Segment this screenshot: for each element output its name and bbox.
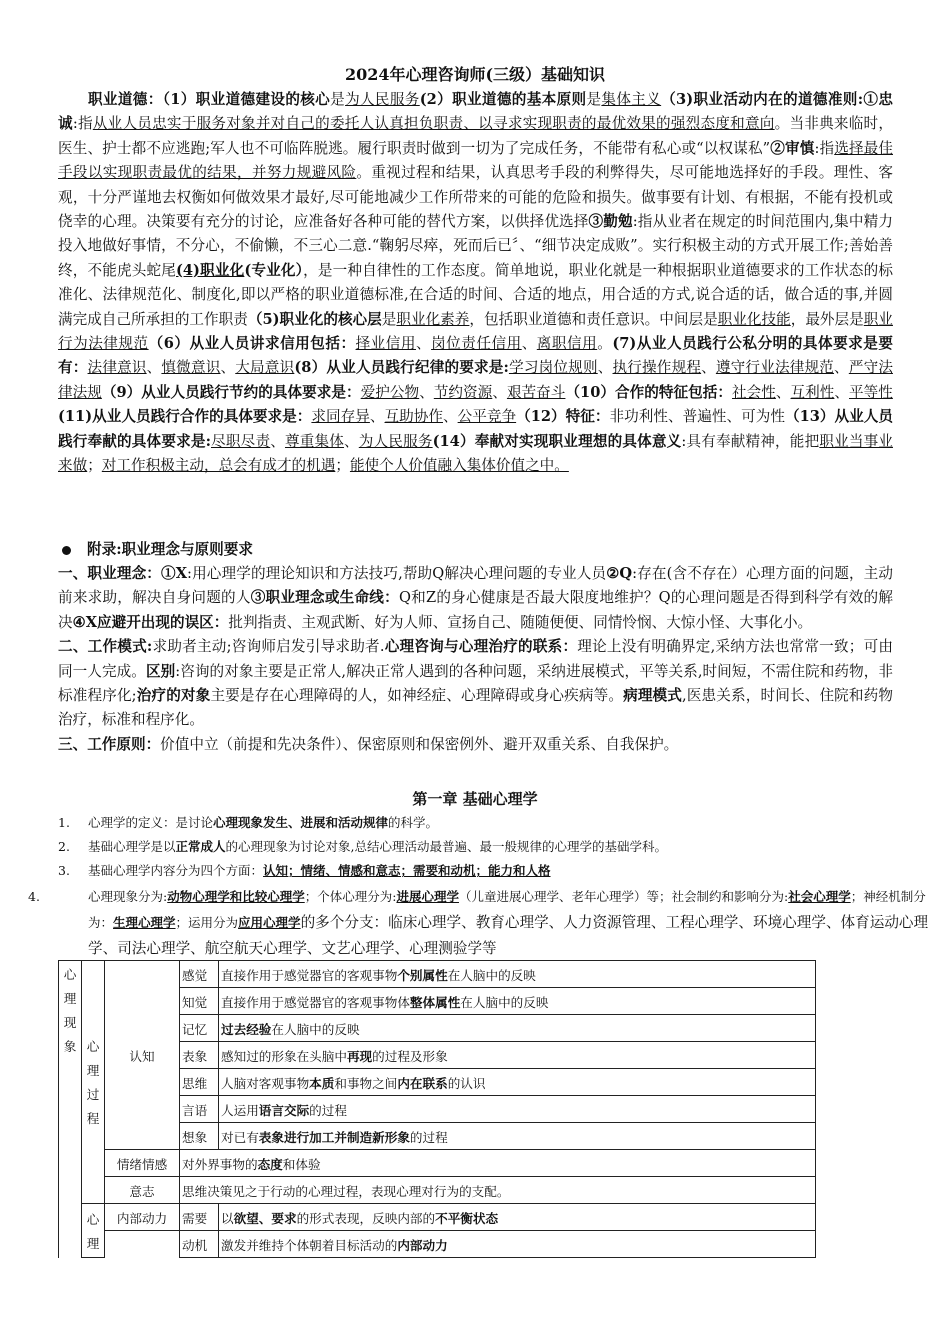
ethics-c3-label: ③勤勉 — [588, 213, 633, 231]
ethics-c1-text: 。当非典来临时，医生、护士都不应逃跑;军人也不可临阵脱逃。履行职责时做到一切为了完成任务，不能带有私心或“以权谋私” — [58, 115, 893, 157]
list-text-end: 的心理现象为讨论对象,总结心理活动最普遍、最一般规律的心理学的基础学科。 — [225, 839, 668, 854]
table-row — [59, 961, 816, 988]
appendix-p1-4: ④X应避开出现的误区： — [72, 613, 229, 631]
col-psych-phenomena: 心 理 现 象 — [59, 961, 82, 1258]
emotion-cell: 情绪情感 — [105, 1150, 180, 1177]
list-item — [58, 858, 908, 884]
ethics-s3-label: （3)职业活动内在的道德准则: — [661, 91, 864, 108]
list-text: ；神经机制分为： — [88, 889, 926, 930]
ethics-s9-label: （9）从业人员践行节约的具体要求是： — [101, 383, 361, 401]
ethics-s6-v1: 择业信用 — [355, 335, 416, 353]
ethics-s2-is: 是 — [586, 91, 602, 108]
ethics-s5-text2: ，最外层是 — [790, 310, 864, 328]
appendix-p1-4-text: 批判指责、主观武断、好为人师、宣扬自己、随随便便、同情怜悯、大惊小怪、大事化小。 — [228, 613, 813, 631]
appendix-p1-3: ③职业理念或生命线： — [250, 589, 399, 607]
list-text: 基础心理学是以 — [88, 839, 176, 854]
ethics-s14-text: :具有奉献精神，能把 — [681, 432, 820, 450]
appendix-heading-text: 附录:职业理念与原则要求 — [87, 541, 253, 558]
appendix-p1-label: 一、职业理念： — [58, 565, 161, 582]
list-text: ；个体心理分为: — [304, 889, 397, 904]
list-bold: 应用心理学 — [238, 915, 301, 930]
term-cell: 知觉 — [180, 988, 219, 1015]
list-item — [28, 884, 938, 962]
ethics-c2-text: 。重视过程和结果，认真思考手段的利弊得失，尽可能地选择好的手段。理性、客观，十分严谨地去权衡如何做效果才最好,尽可能地减少工作所带来的可能的危险和损失。做事要有计划、有根据，不能有投机或侥幸的心理。决策要有充分的讨论，应准备好各种可能的替代方案，以供择优选择 — [58, 164, 893, 231]
ethics-s7-v3: 大局意识 — [235, 359, 295, 377]
appendix-p3-text: 价值中立（前提和先决条件）、保密原则和保密例外、避开双重关系、自我保护。 — [160, 735, 679, 753]
appendix-p1-q: ②Q — [606, 565, 633, 582]
ethics-s8-v4: 严守法律法规 — [58, 359, 893, 401]
ethics-c2-pre: :指 — [814, 139, 835, 157]
list-number: 3. — [58, 863, 70, 878]
definition-cell: 直接作用于感觉器官的客观事物个别属性在人脑中的反映 — [219, 961, 816, 988]
ethics-c2-definition: 选择最佳手段以实现职责最优的结果，并努力规避风险 — [58, 139, 893, 182]
ethics-s13-label: （13）从业人员践行奉献的具体要求是: — [58, 408, 893, 450]
list-bold: 动物心理学和比较心理学 — [167, 889, 305, 904]
table-row — [59, 1204, 816, 1231]
psychology-table — [58, 960, 816, 1258]
ethics-s7-v1: 法律意识 — [87, 359, 147, 377]
list-bold: 进展心理学 — [396, 889, 459, 904]
ethics-s9-v2: 节约资源 — [433, 383, 493, 401]
list-item — [58, 810, 908, 836]
list-number: 4. — [28, 889, 40, 904]
ethics-s5-is: 是 — [381, 310, 397, 328]
ethics-s14-v1: 职业当事业来做 — [58, 432, 893, 475]
ethics-lead: 职业道德： — [88, 91, 163, 108]
definition-cell: 过去经验在人脑中的反映 — [219, 1015, 816, 1042]
term-cell: 想象 — [180, 1123, 219, 1150]
ethics-s11-v2: 互助协作 — [384, 408, 443, 426]
ethics-s11-label: (11)从业人员践行合作的具体要求是： — [58, 408, 312, 426]
table-row — [59, 1177, 816, 1204]
list-item — [58, 834, 908, 860]
appendix-p1-3-text: Q和Z的身心健康是否最大限度地维护？Q的心理问题是否得到科学有效的解决 — [58, 589, 893, 631]
list-text-end: 的多个分支：临床心理学、教育心理学、人力资源管理、工程心理学、环境心理学、体育运动心理学、司法心理学、航空航天心理学、文艺心理学、心理测验学等 — [88, 914, 929, 957]
col-psych-process: 心 理 过 程 — [82, 961, 105, 1204]
ethics-s6-label: （6）从业人员讲求信用包括： — [148, 335, 356, 353]
ethics-s12-text: 非功利性、普遍性、可为性 — [609, 408, 785, 426]
list-bold: 社会心理学 — [788, 889, 851, 904]
definition-cell: 以欲望、要求的形式表现，反映内部的不平衡状态 — [219, 1204, 816, 1231]
ethics-s2-label: (2）职业道德的基本原则 — [419, 91, 587, 108]
term-cell: 表象 — [180, 1042, 219, 1069]
appendix-p1-q-text: :存在(含不存在）心理方面的问题，主动前来求助，解决自身问题的人 — [58, 565, 893, 607]
appendix-p2-b1: 心理咨询与心理治疗的联系： — [384, 638, 578, 656]
appendix-p2-t2: :咨询的对象主要是正常人,解决正常人遇到的各种问题，采纳进展模式，平等关系,时间短，不需住院和药物，非标准程序化; — [58, 662, 893, 705]
ethics-c1-label: ①忠诚 — [58, 91, 893, 133]
definition-cell: 激发并维持个体朝着目标活动的内部动力 — [219, 1231, 816, 1258]
ethics-s5-label: （5)职业化的核心层 — [247, 310, 382, 328]
chapter-title: 第一章 基础心理学 — [412, 790, 538, 808]
ethics-s8-v2: 执行操作规程 — [612, 359, 702, 377]
ethics-paragraph: 职业道德：（1）职业道德建设的核心是为人民服务(2）职业道德的基本原则是集体主义（3)职业活动内在的道德准则:①忠诚:指从业人员忠实于服务对象并对自己的委托人认真担负职责、以寻求实现职责的最优效果的强烈态度和意向。当非典来临时，医生、护士都不应逃跑;军人也不可临阵脱逃。履行职责时做到一切为了完成任务，不能带有私心或“以权谋私”②审慎:指选择最佳手段以实现职责最优的结果，并努力规避风险。重视过程和结果，认真思考手段的利弊得失，尽可能地选择好的手段。理性、客观，十分严谨地去权衡如何做效果才最好,尽可能地减少工作所带来的可能的危险和损失。做事要有计划、有根据，不能有投机或侥幸的心理。决策要有充分的讨论，应准备好各种可能的替代方案，以供择优选择③勤勉:指从业者在规定的时间范围内,集中精力投入地做好事情，不分心，不偷懒，不三心二意.“鞠躬尽瘁，死而后已〞、“细节决定成败”。实行积极主动的方式开展工作;善始善终，不能虎头蛇尾(4)职业化(专业化），是一种自律性的工作态度。简单地说，职业化就是一种根据职业道德要求的工作状态的标准化、法律规范化、制度化,即以严格的职业道德标准,在合适的时间、合适的地点，用合适的方式,说合适的话，做合适的事,并圆满完成自己所承担的工作职责（5)职业化的核心层是职业化素养，包括职业道德和责任意识。中间层是职业化技能，最外层是职业行为法律规范（6）从业人员讲求信用包括：择业信用、岗位责任信用、离职信用。(7)从业人员践行公私分明的具体要求是要有：法律意识、慎微意识、大局意识(8）从业人员践行纪律的要求是:学习岗位规则、执行操作规程、遵守行业法律规范、严守法律法规（9）从业人员践行节约的具体要求是：爱护公物、节约资源、艰苦奋斗（10）合作的特征包括：社会性、互利性、平等性(11)从业人员践行合作的具体要求是：求同存异、互助协作、公平竞争（12）特征：非功利性、普遍性、可为性（13）从业人员践行奉献的具体要求是:尽职尽责、尊重集体、为人民服务(14）奉献对实现职业理想的具体意义:具有奉献精神，能把职业当事业来做；对工作积极主动，总会有成才的机遇；能使个人价值融入集体价值之中。 — [58, 91, 893, 475]
appendix-p2-t3: 主要是存在心理障碍的人，如神经症、心理障碍或身心疾病等。 — [210, 687, 624, 705]
ethics-s8-v3: 遵守行业法律规范 — [715, 359, 835, 377]
ethics-s1-label: （1）职业道德建设的核心 — [162, 91, 331, 108]
ethics-s5-value: 职业化素养 — [396, 310, 470, 328]
ethics-s7-v2: 慎微意识 — [161, 359, 221, 377]
list-number: 2. — [58, 839, 70, 854]
appendix-p1-x-text: :用心理学的理论知识和方法技巧,帮助Q解决心理问题的专业人员 — [187, 565, 607, 582]
drive-cell-cont — [105, 1231, 180, 1258]
definition-cell: 对外界事物的态度和体验 — [180, 1150, 816, 1177]
ethics-s14-v2: 对工作积极主动，总会有成才的机遇 — [101, 457, 336, 475]
ethics-s14-label: (14）奉献对实现职业理想的具体意义 — [432, 432, 682, 450]
term-cell: 言语 — [180, 1096, 219, 1123]
appendix-p2-b4: 病理模式 — [623, 687, 683, 705]
will-cell: 意志 — [105, 1177, 180, 1204]
ethics-s7-label: (7)从业人员践行公私分明的具体要求是要有： — [58, 335, 893, 377]
ethics-s13-v3: 为人民服务 — [358, 432, 433, 450]
definition-cell: 对已有表象进行加工并制造新形象的过程 — [219, 1123, 816, 1150]
appendix-p1-x: ①X — [161, 565, 188, 582]
list-bold: 认知；情绪、情感和意志；需要和动机；能力和人格 — [263, 863, 551, 878]
appendix-p2-t1: 理论上没有明确界定,采纳方法也常常一致；可由同一人完成。 — [58, 638, 893, 680]
list-text-end: 的科学。 — [388, 815, 439, 830]
appendix-p3-label: 三、工作原则： — [58, 735, 161, 753]
ethics-s8-v1: 学习岗位规则 — [508, 359, 598, 377]
appendix-p2-b2: 区别 — [145, 662, 176, 680]
ethics-s12-label: （12）特征： — [516, 408, 610, 426]
definition-cell: 感知过的形象在头脑中再现的过程及形象 — [219, 1042, 816, 1069]
definition-cell: 人运用语言交际的过程 — [219, 1096, 816, 1123]
ethics-s4-label: (4)职业化 — [176, 261, 245, 279]
term-cell: 动机 — [180, 1231, 219, 1258]
ethics-c1-pre: :指 — [72, 115, 93, 133]
ethics-c3-text: :指从业者在规定的时间范围内,集中精力投入地做好事情，不分心，不偷懒，不三心二意.“鞠躬尽瘁，死而后已〞、“细节决定成败”。实行积极主动的方式开展工作;善始善终，不能虎头蛇尾 — [58, 213, 893, 279]
list-text: （儿童进展心理学、老年心理学）等；社会制约和影响分为: — [458, 889, 789, 904]
table-row — [59, 1231, 816, 1258]
definition-cell: 思维决策见之于行动的心理过程，表现心理对行为的支配。 — [180, 1177, 816, 1204]
appendix-paragraph — [58, 562, 893, 757]
ethics-s4-text: ，是一种自律性的工作态度。简单地说，职业化就是一种根据职业道德要求的工作状态的标准化、法律规范化、制度化,即以严格的职业道德标准,在合适的时间、合适的地点，用合适的方式,说合适的话，做合适的事,并圆满完成自己所承担的工作职责 — [58, 261, 893, 328]
list-text: 基础心理学内容分为四个方面： — [88, 863, 264, 878]
ethics-s13-v2: 尊重集体 — [284, 432, 345, 450]
ethics-s1-value: 为人民服务 — [345, 91, 420, 108]
col-psych-2: 心 理 — [82, 1204, 105, 1258]
ethics-s11-v1: 求同存异 — [311, 408, 370, 426]
cognition-cell: 认知 — [105, 961, 180, 1150]
ethics-s5-mid: 职业化技能 — [717, 310, 791, 328]
ethics-s1-is: 是 — [330, 91, 346, 108]
ethics-s11-v3: 公平竞争 — [457, 408, 517, 426]
list-text: ；运用分为 — [175, 915, 239, 930]
appendix-heading — [58, 538, 253, 559]
ethics-s13-v1: 尽职尽责 — [211, 432, 271, 450]
list-text: 心理现象分为: — [88, 889, 168, 904]
ethics-s10-v3: 平等性 — [849, 383, 893, 401]
term-cell: 感觉 — [180, 961, 219, 988]
appendix-p2-t4: ,医患关系，时间长、住院和药物治疗，标准和程序化。 — [58, 687, 893, 729]
table-row — [59, 1150, 816, 1177]
appendix-p2-b3: 治疗的对象 — [136, 687, 211, 705]
definition-cell: 人脑对客观事物本质和事物之间内在联系的认识 — [219, 1069, 816, 1096]
ethics-s8-label: (8）从业人员践行纪律的要求是: — [294, 359, 509, 377]
ethics-s2-value: 集体主义 — [601, 91, 662, 108]
ethics-s10-label: （10）合作的特征包括： — [565, 383, 733, 401]
ethics-s5-text: ，包括职业道德和责任意识。中间层是 — [469, 310, 718, 328]
ethics-s6-v3: 离职信用 — [536, 335, 598, 353]
list-bold: 正常成人 — [175, 839, 226, 854]
ethics-s9-v3: 艰苦奋斗 — [506, 383, 566, 401]
list-number: 1. — [58, 815, 70, 830]
definition-cell: 直接作用于感觉器官的客观事物体整体属性在人脑中的反映 — [219, 988, 816, 1015]
ethics-s14-v3: 能使个人价值融入集体价值之中。 — [349, 457, 569, 475]
ethics-s10-v2: 互利性 — [790, 383, 835, 401]
term-cell: 思维 — [180, 1069, 219, 1096]
term-cell: 记忆 — [180, 1015, 219, 1042]
ethics-s6-v2: 岗位责任信用 — [431, 335, 522, 353]
appendix-p2-label: 二、工作模式: — [58, 638, 153, 656]
ethics-c2-label: ②审慎 — [770, 139, 815, 157]
list-bold: 心理现象发生、进展和活动规律 — [213, 815, 389, 830]
term-cell: 需要 — [180, 1204, 219, 1231]
page-title: 2024年心理咨询师(三级）基础知识 — [344, 65, 606, 84]
ethics-c1-definition: 从业人员忠实于服务对象并对自己的委托人认真担负职责、以寻求实现职责的最优效果的强烈态度和意向 — [92, 115, 775, 133]
ethics-s4-label2: (专业化） — [244, 261, 304, 279]
appendix-p2-text: 求助者主动;咨询师启发引导求助者. — [152, 638, 385, 656]
list-text: 心理学的定义：是讨论 — [88, 815, 214, 830]
drive-cell: 内部动力 — [105, 1204, 180, 1231]
ethics-s9-v1: 爱护公物 — [360, 383, 420, 401]
list-bold: 生理心理学 — [113, 915, 176, 930]
bullet-icon — [62, 546, 71, 555]
ethics-s5-out: 职业行为法律规范 — [58, 310, 893, 353]
ethics-s10-v1: 社会性 — [732, 383, 776, 401]
